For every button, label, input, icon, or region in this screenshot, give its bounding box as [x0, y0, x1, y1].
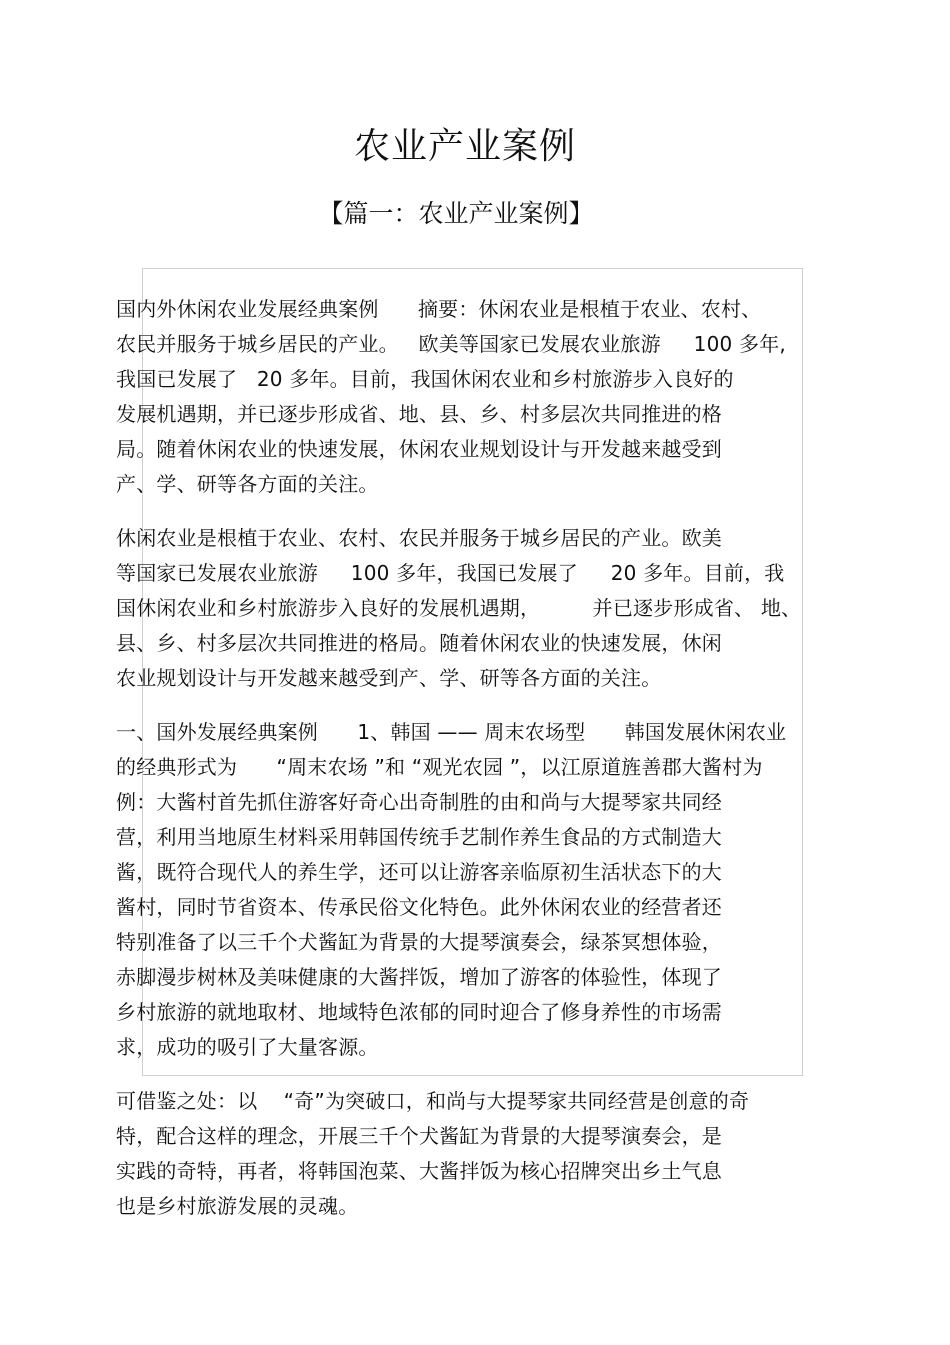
- paragraph-1-line-6: 产、学、研等各方面的关注。: [116, 472, 379, 496]
- paragraph-2-line-1: 休闲农业是根植于农业、农村、农民并服务于城乡居民的产业。欧美: [116, 526, 722, 550]
- paragraph-3-line-10: 求，成功的吸引了大量客源。: [116, 1035, 379, 1059]
- paragraph-4-line-4: 也是乡村旅游发展的灵魂。: [116, 1194, 359, 1218]
- paragraph-1-line-1: 国内外休闲农业发展经典案例 摘要：休闲农业是根植于农业、农村、: [116, 297, 762, 321]
- paragraph-3-line-2: 的经典形式为 “周末农场 ”和 “观光农园 ”，以江原道旌善郡大酱村为: [116, 755, 763, 779]
- paragraph-2-line-2: 等国家已发展农业旅游 100 多年，我国已发展了 20 多年。目前，我: [116, 561, 785, 585]
- paragraph-3-line-8: 赤脚漫步树林及美味健康的大酱拌饭，增加了游客的体验性，体现了: [116, 965, 722, 989]
- paragraph-3-line-6: 酱村，同时节省资本、传承民俗文化特色。此外休闲农业的经营者还: [116, 895, 722, 919]
- paragraph-4-line-3: 实践的奇特，再者，将韩国泡菜、大酱拌饭为核心招牌突出乡土气息: [116, 1159, 722, 1183]
- paragraph-1-line-3: 我国已发展了 20 多年。目前，我国休闲农业和乡村旅游步入良好的: [116, 367, 734, 391]
- paragraph-1-line-2: 农民并服务于城乡居民的产业。 欧美等国家已发展农业旅游 100 多年,: [116, 332, 786, 356]
- paragraph-2-line-3: 国休闲农业和乡村旅游步入良好的发展机遇期， 并已逐步形成省、 地、: [116, 596, 802, 620]
- paragraph-3-line-5: 酱，既符合现代人的养生学，还可以让游客亲临原初生活状态下的大: [116, 860, 722, 884]
- paragraph-2-line-5: 农业规划设计与开发越来越受到产、学、研等各方面的关注。: [116, 666, 662, 690]
- paragraph-3-line-4: 营，利用当地原生材料采用韩国传统手艺制作养生食品的方式制造大: [116, 825, 722, 849]
- document-title: 农业产业案例: [353, 126, 576, 167]
- document-subtitle: 【篇一：农业产业案例】: [318, 199, 594, 228]
- paragraph-4-line-2: 特，配合这样的理念，开展三千个犬酱缸为背景的大提琴演奏会，是: [116, 1124, 722, 1148]
- paragraph-3-line-3: 例：大酱村首先抓住游客好奇心出奇制胜的由和尚与大提琴家共同经: [116, 790, 722, 814]
- paragraph-4-line-1: 可借鉴之处：以 “奇”为突破口，和尚与大提琴家共同经营是创意的奇: [116, 1089, 750, 1113]
- paragraph-2-line-4: 县、乡、村多层次共同推进的格局。随着休闲农业的快速发展，休闲: [116, 631, 722, 655]
- paragraph-1-line-5: 局。随着休闲农业的快速发展，休闲农业规划设计与开发越来越受到: [116, 437, 722, 461]
- paragraph-1-line-4: 发展机遇期，并已逐步形成省、地、县、乡、村多层次共同推进的格: [116, 402, 722, 426]
- paragraph-3-line-7: 特别准备了以三千个犬酱缸为背景的大提琴演奏会，绿茶冥想体验，: [116, 930, 722, 954]
- paragraph-3-line-9: 乡村旅游的就地取材、地域特色浓郁的同时迎合了修身养性的市场需: [116, 1000, 722, 1024]
- paragraph-3-line-1: 一、国外发展经典案例 1、韩国 —— 周末农场型 韩国发展休闲农业: [116, 720, 787, 744]
